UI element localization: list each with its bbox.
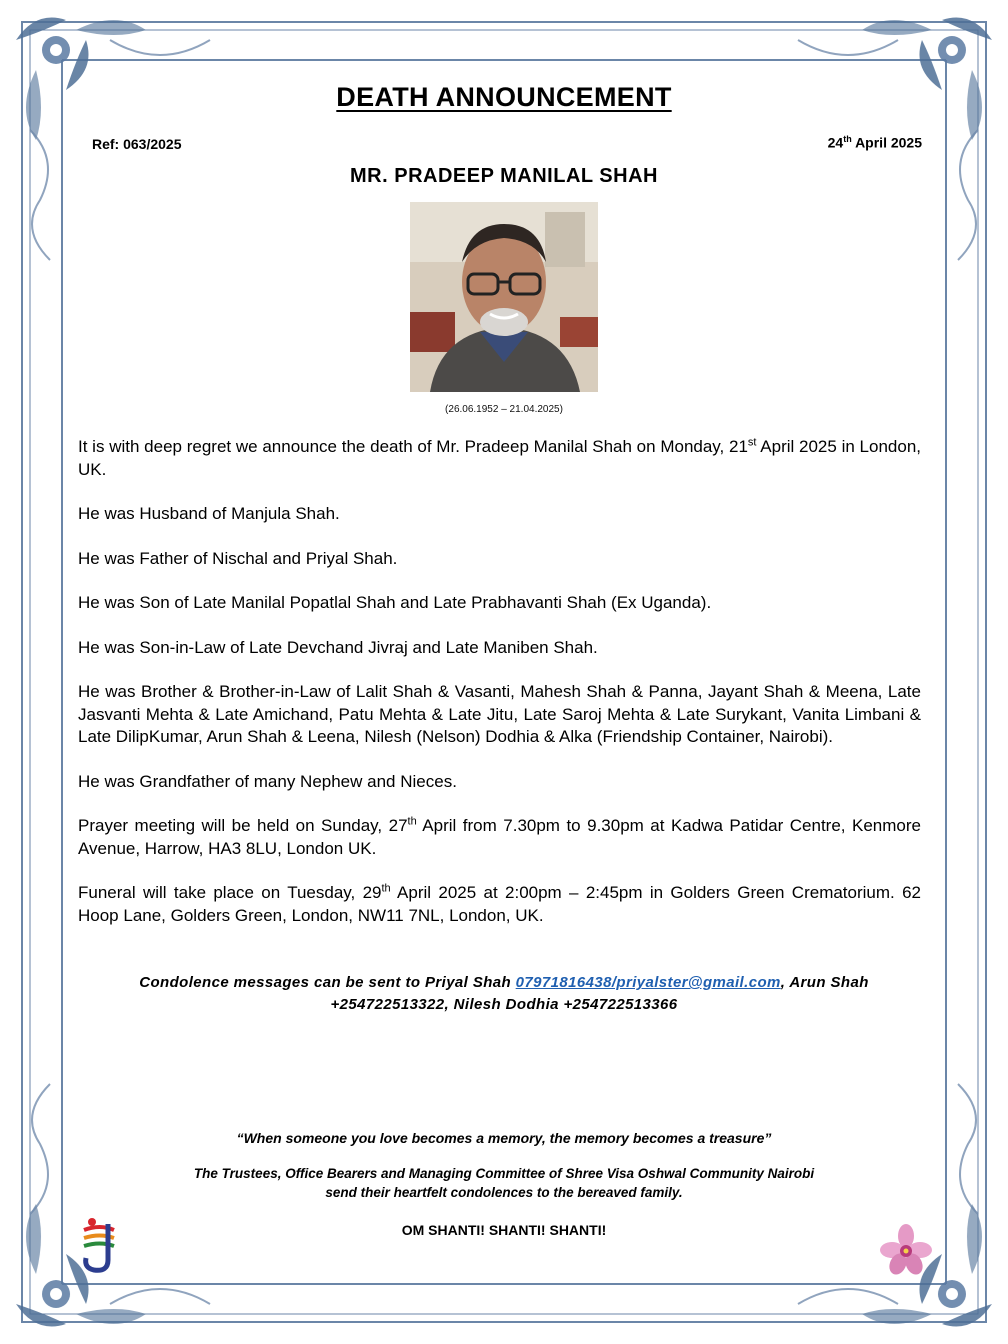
trustees-line-2: send their heartfelt condolences to the bereaved family. <box>325 1185 683 1200</box>
portrait-photo <box>410 202 598 392</box>
trustees-line-1: The Trustees, Office Bearers and Managing Committee of Shree Visa Oshwal Community Nairobi <box>193 1166 815 1181</box>
reference-number: Ref: 063/2025 <box>92 136 182 152</box>
date-suffix: th <box>843 134 852 144</box>
deceased-name: MR. PRADEEP MANILAL SHAH <box>350 165 658 187</box>
condolence-suffix: , Arun Shah +254722513322, Nilesh Dodhia +254722513366 <box>330 974 869 1013</box>
announcement-date <box>828 134 922 151</box>
p9-text-a: Funeral will take place on Tuesday, 29 <box>78 883 382 902</box>
paragraph-father: He was Father of Nischal and Priyal Shah. <box>78 548 398 568</box>
paragraph-brother: He was Brother & Brother-in-Law of Lalit Shah & Vasanti, Mahesh Shah & Panna, Jayant Shah & Meena, Late Jasvanti Mehta & Late Amichand, Patu Mehta & Late Jitu, Late Saroj Mehta & Late Surykant, Vanita Limbani & Late DilipKumar, Arun Shah & Leena, Nilesh (Nelson) Dodhia & Alka (Friendship Container, Nairobi). <box>78 682 921 746</box>
trustees-message <box>0 1164 1008 1202</box>
contact-email-link[interactable]: 07971816438/priyalster@gmail.com <box>515 974 781 991</box>
life-dates: (26.06.1952 – 21.04.2025) <box>445 404 563 415</box>
orchid-flower-icon <box>880 1224 932 1276</box>
condolence-prefix: Condolence messages can be sent to Priyal Shah <box>139 974 516 991</box>
paragraph-prayer-meeting <box>78 815 921 860</box>
paragraph-death-notice <box>78 436 921 481</box>
memorial-quote: “When someone you love becomes a memory, the memory becomes a treasure” <box>236 1130 772 1146</box>
p8-text-b: April from 7.30pm to 9.30pm at Kadwa Patidar Centre, Kenmore Avenue, Harrow, HA3 8LU, London UK. <box>78 816 921 858</box>
p8-sup: th <box>407 815 417 828</box>
paragraph-grandfather: He was Grandfather of many Nephew and Nieces. <box>78 771 457 791</box>
announcement-body <box>78 436 921 949</box>
p1-sup: st <box>747 436 757 449</box>
date-day: 24 <box>827 134 844 151</box>
paragraph-funeral <box>78 882 921 927</box>
p9-sup: th <box>381 882 391 895</box>
paragraph-son-in-law: He was Son-in-Law of Late Devchand Jivraj and Late Maniben Shah. <box>78 637 598 657</box>
portrait-placeholder-image <box>410 202 598 392</box>
p1-text-a: It is with deep regret we announce the death of Mr. Pradeep Manilal Shah on Monday, 21 <box>78 437 748 456</box>
p9-text-b: April 2025 at 2:00pm – 2:45pm in Golders Green Crematorium. 62 Hoop Lane, Golders Green, London, NW11 7NL, London, UK. <box>78 883 921 925</box>
paragraph-son: He was Son of Late Manilal Popatlal Shah and Late Prabhavanti Shah (Ex Uganda). <box>78 593 712 612</box>
p8-text-a: Prayer meeting will be held on Sunday, 27 <box>78 816 408 835</box>
condolence-contacts <box>90 972 918 1016</box>
p1-text-b: April 2025 in London, UK. <box>78 437 921 479</box>
page-title <box>0 82 1008 113</box>
paragraph-husband: He was Husband of Manjula Shah. <box>78 504 340 523</box>
date-rest: April 2025 <box>851 134 922 151</box>
page-title-text: DEATH ANNOUNCEMENT <box>336 82 672 112</box>
om-shanti-text: OM SHANTI! SHANTI! SHANTI! <box>401 1222 607 1238</box>
community-logo-icon <box>80 1216 120 1274</box>
